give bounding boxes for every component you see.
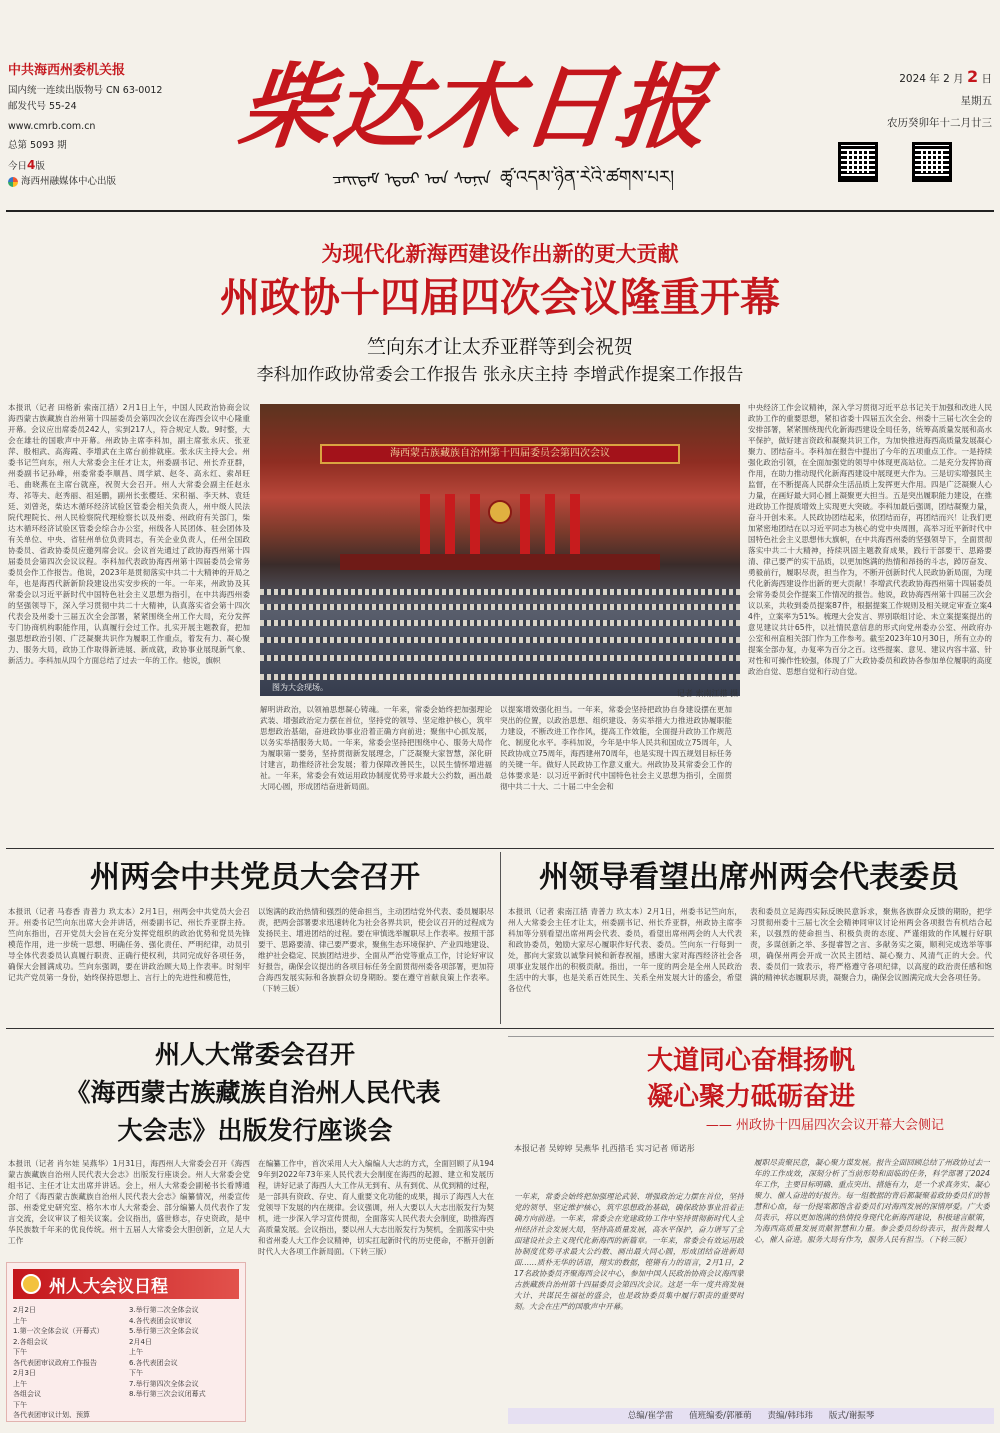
qr-code-1[interactable] — [838, 142, 878, 182]
schedule-item: 上午 — [13, 1379, 27, 1388]
schedule-item: 2.各组会议 — [13, 1337, 48, 1346]
masthead-left-info — [8, 62, 228, 189]
footer-credit: 总编/崔学雷 — [627, 1411, 674, 1421]
conference-photo — [260, 404, 740, 696]
schedule-title-bar — [13, 1269, 239, 1299]
story5-box — [508, 1036, 994, 1428]
date-line: 2024 年 2 月 2 日 — [899, 67, 992, 86]
schedule-item: 各代表团审议计划、预算 — [13, 1411, 90, 1419]
schedule-item: 下午 — [13, 1348, 27, 1356]
lead-column-4: 中央经济工作会议精神，深入学习贯彻习近平总书记关于加强和改进人民政协工作的重要思想，紧扣省委十四届五次全会、州委十三届七次全会的安排部署，紧紧围绕现代化新海西建设全局任务，统筹高质量发展和高水平保护，做好建言资政和凝聚共识工作，为加快推进海西高质量发展凝心聚力、团结奋斗。李科加在报告中提出了今年的五项重点工作。一是持续强化政治引领，在全面加强党的领导中体现更高站位。二是充分发挥协商作用，在助力推动现代化新海西建设中展现更大作为。三是切实增强民主监督，在不断提高人民群众生活品质上发挥更大作用。四是广泛凝聚人心力量，在画好最大同心圆上凝聚更大担当。五是突出履职能力建设，在推进政协工作提质增效上实现更大突破。李科加最后强调，团结凝聚力量，奋斗开创未来。人民政协团结起来，依团结而存，再团结而兴！让我们更加紧密地团结在以习近平同志为核心的党中央周围，高举习近平新时代中国特色社会主义思想伟大旗帜，在中共海西州委的坚强领导下，全面贯彻落实中共二十大精神，持续巩固主题教育成果，践行干部要干、思路要清、律己要严的实干品质，以更加饱满的热情和昂扬的斗志，踔厉奋发、勇毅前行，履职尽责，担当作为，不断开创新时代人民政协新局面，为现代化新海西建设作出新的更大贡献！李增武代表政协海西州第十四届委员会常务委员会作提案工作情况的报告。他说，政协海西州第十四届三次会议以来，共收到委员提案87件，根据提案工作规则及相关规定审查立案44件，立案率为51%。梳理大会发言、界别联组讨论、未立案提案提出的意见建议共计65件，以社情民意信息的形式向党州委办公室、州政府办公室和州直相关部门作为工作参考。截至2023年10月30日，所有立办的提案全部办复，办复率为百分之百。这些提案、意见、建议内容丰富、针对性和可操作性较强，体现了广大政协委员和政协各参加单位履职的高度政治自觉、思想自觉和行动自觉。 — [748, 403, 992, 676]
emblem-icon — [21, 1274, 41, 1294]
mongolian-title: ᠴᠠᠢᠳᠠᠮ ᠡᠳᠦᠷ ᠤᠨ ᠰᠣᠨᠢᠨ — [332, 169, 491, 188]
photo-caption-right: 记者 索南江措 摄 — [676, 689, 738, 698]
media-logo-icon — [8, 177, 18, 187]
vertical-divider — [500, 852, 501, 1024]
story5-column-2: 履职尽责聚民意，凝心聚力谋发展。报告全面回顾总结了州政协过去一年的工作成效，深刻分析了当前形势和面临的任务，科学部署了2024年工作，主要目标明确、重点突出、措施有力，是一个求真务实、凝心聚力、催人奋进的好报告。每一组数据的背后都凝聚着政协委员们的智慧和心血，每一份提案都饱含着委员们对海西发展的深情厚爱。广大委员表示，将以更加饱满的热情投身现代化新海西建设，积极建言献策，为海西高质量发展贡献智慧和力量。参会委员纷纷表示，报告鼓舞人心，催人奋进。服务大局有作为，服务人民有担当。（下转三版） — [754, 1158, 990, 1244]
schedule-item: 7.举行第四次全体会议 — [129, 1379, 199, 1388]
schedule-item: 5.举行第三次全体会议 — [129, 1327, 199, 1335]
lead-column-1: 本报讯（记者 田格新 索南江措）2月1日上午，中国人民政治协商会议海西蒙古族藏族自治州第十四届委员会第四次会议在海西会议中心隆重开幕。会议应出席委员242人，实到217人，符合规定人数。9时整，大会在雄壮的国歌声中开幕。州政协主席李科加，副主席张永庆、张亚萍、殷相武、高海霞、李增武在主席台前排就座。张永庆主持大会。州委书记竺向东，州人大常委会主任才让太，州委副书记、州长乔亚群，州委副书记孙峰，州委常委李顺昌、周学斌、赵冬、高永红、索昂旺毛、曲晓燕在主席台就座，祝贺大会召开。州人大常委会副主任赵永寿、祁等夫、赵秀丽、祖延鹏，副州长张樱廷、宋积福、李天林、袁廷廷、刘曾尧，柴达木循环经济试验区管委会相关负责人，州中级人民法院代理院长、州人民检察院代理检察长以及州委、州政府有关部门，柴达木循环经济试验区管委会综合办公室，州级各人民团体、驻会团体及有关单位、中央、省驻州单位负责同志，有关企业负责人，任州全国政协委员、省政协委员应邀列席会议。会议首先通过了政协海西州第十四届委员会第四次会议议程。李科加代表政协海西州第十四届委员会常务委员会作工作报告。他说，2023年是贯彻落实中共二十大精神的开局之年，也是海西代新新阶段建设出实安步疾的一年。一年来，州政协及其常委会以习近平新时代中国特色社会主义思想为指引，在中共海西州委的坚强领导下，深入学习贯彻中共二十大精神，认真落实省会第十四次代表会及州委十三届五次全会部署，紧紧围绕全州工作大局，充分发挥专门协商机构职能作用，认真履行会过工作。扎实开展主题教育，把加强思想政治引领、广泛凝聚共识作为履职工作重点，着发有力、凝心聚力、服务大局，政协工作取得新进展、新成就，政协事业展现新气象、新活力。李科加从四个方面总结了过去一年的工作。他说，旗帜 — [8, 403, 250, 665]
story5-byline: 本报记者 吴婷婷 吴燕华 扎西措毛 实习记者 师诺彤 — [514, 1144, 695, 1153]
schedule-lists — [7, 1305, 245, 1421]
footer-bar — [508, 1408, 994, 1424]
divider-2 — [6, 1028, 994, 1029]
emblem-icon — [488, 500, 512, 524]
schedule-item: 各组会议 — [13, 1390, 41, 1398]
publisher-row: 海西州融媒体中心出版 — [8, 175, 228, 189]
schedule-item: 2月4日 — [129, 1337, 152, 1346]
story5-column-1: 一年来，常委会始终把加强理论武装、增强政治定力摆在首位，坚持党的领导、坚定维护核心，筑牢思想政治基础，确保政协事业沿着正确方向前进。一年来，常委会在党建政协工作中坚持贯彻新时代人全州经济社会发展大局，坚持高质量发展，高水平保护，奋力谱写了全面建设社会主义现代化新海西的新篇章。一年来，常委会有效运用政协制度优势寻求最大公约数、画出最大同心圆，形成团结奋进新局面……质朴无华的话语，翔实的数据，铿锵有力的语言，2月1日，217名政协委员齐聚海西会议中心，参加中国人民政治协商会议海西蒙古族藏族自治州第十四届委员会第四次会议。这是一年一度共商发展大计、共谋民生福祉的盛会，也是政协委员集中履行职责的重要时刻。大会在庄严的国歌声中开幕。 — [514, 1192, 744, 1311]
schedule-item: 2月2日 — [13, 1306, 36, 1314]
lead-kicker: 为现代化新海西建设作出新的更大贡献 — [321, 241, 679, 266]
schedule-item: 2月3日 — [13, 1369, 36, 1377]
schedule-item: 3.举行第二次全体会议 — [129, 1306, 199, 1314]
lead-column-2: 解明讲政治，以领袖思想凝心铸魂。一年来，常委会始终把加强理论武装、增强政治定力摆在首位，坚持党的领导、坚定维护核心，筑牢思想政治基础，奋进政协事业沿着正确方向前进；聚焦中心抓发展，以务实举措服务大局。一年来，常委会坚持把围绕中心、服务大局作为履职第一要务，坚持贯彻新发展理念，广泛凝聚大家智慧，深化研讨建言，助推经济社会发展；着力保障改善民生，以民生情怀增进福祉。一年来，常委会有效运用政协制度优势寻求最大公约数，画出最大同心圆，形成团结奋进新局面。 — [260, 705, 492, 791]
divider-1 — [6, 848, 994, 849]
schedule-left-list — [13, 1305, 123, 1421]
qr-code-2[interactable] — [912, 142, 952, 182]
schedule-item: 8.举行第三次会议闭幕式 — [129, 1390, 206, 1398]
issue-number: 总第 5093 期 — [8, 140, 67, 151]
lead-subhead-1: 竺向东才让太乔亚群等到会祝贺 — [366, 336, 633, 358]
schedule-item: 上午 — [13, 1316, 27, 1325]
website: www.cmrb.com.cn — [8, 121, 96, 132]
story2-headline: 州两会中共党员大会召开 — [90, 860, 420, 895]
newspaper-title: 柴达木日报 — [234, 53, 716, 161]
story4-column-1: 本报讯（记者 肖尔娃 吴燕华）1月31日，海西州人大常委会召开《海西蒙古族藏族自治州人民代表大会志》出版发行座谈会。州人大常委会党组书记、主任才让太出席并讲话。会上，州人大常委会副秘书长看博通介绍了《海西蒙古族藏族自治州人民代表大会志》编纂情况，州委宣传部、州委党史研究室、格尔木市人大常委会、部分编纂人员代表作了发言交流，会议审议了相关议案。会议指出，盛世修志，存史资政，是中华民族数千年来的优良传统。州十五届人大常委会大胆创新，立足人大工作 — [8, 1159, 250, 1245]
lunar-date: 农历癸卯年十二月廿三 — [887, 117, 992, 129]
schedule-item: 4.各代表团会议审议 — [129, 1316, 192, 1325]
footer-credit: 值班编委/郭雁萌 — [689, 1411, 752, 1421]
story5-headline-1: 大道同心奋楫扬帆 — [646, 1046, 855, 1076]
lead-subhead-2: 李科加作政协常委会工作报告 张永庆主持 李增武作提案工作报告 — [256, 365, 744, 385]
schedule-title: 州人大会议日程 — [49, 1276, 168, 1297]
weekday: 星期五 — [960, 95, 992, 107]
footer-credit: 责编/韩玮玮 — [767, 1411, 813, 1421]
story3-headline: 州领导看望出席州两会代表委员 — [539, 860, 959, 895]
story4-headline-1: 州人大常委会召开 — [154, 1040, 355, 1069]
story5-subhead: —— 州政协十四届四次会议开幕大会侧记 — [705, 1118, 944, 1133]
story2-column-2: 以饱满的政治热情和强烈的使命担当，主动团结党外代表、委员履职尽责，把两会部署要求迅速转化为社会各界共识，使会议召开的过程成为发扬民主、增进团结的过程。要在审慎选举履职尽上作表率。按照干部要干、思路要清、律己要严要求，聚焦生态环境保护、产业四地建设、维护社会稳定、民族团结进步、全面从严治党等重点工作，讨论好审议好报告，确保会议提出的各项目标任务全面贯彻州委各项部署，更加符合海西发展实际和各族群众切身期盼。要在遵守首献良策上作表率。（下转三版） — [258, 907, 494, 993]
photo-caption-left: 图为大会现场。 — [272, 683, 328, 692]
schedule-right-list — [129, 1305, 239, 1421]
footer-credit: 版式/谢振琴 — [828, 1411, 875, 1421]
masthead-date — [850, 66, 992, 134]
tibetan-title: ཚྭ་འདམ་ཉིན་རེའི་ཚགས་པར། — [500, 167, 675, 188]
story4-column-2: 在编纂工作中，首次采用人大入编编人大志的方式，全面回顾了从1949年到2022年73年来人民代表大会制度在海西的起源、建立和发展历程，讲好记录了海西人大工作从无到有、从有到优、从优到精的过程，是一部具有资政、存史、育人重要文化功能的成果，揭示了海西人大在党领导下发展的内在规律。会议强调，州人大要以人大志出版发行为契机，进一步深入学习宣传贯彻，全面落实人民代表大会制度，助推海西高质量发展。会议指出，要以州人大志出版发行为契机，全面落实中央和省州委人大工作会议精神，切实扛起新时代的历史使命，不断开创新时代人大各项工作新局面。（下转三版） — [258, 1159, 494, 1256]
masthead-divider — [6, 210, 994, 212]
schedule-item: 下午 — [129, 1369, 143, 1377]
org-name: 中共海西州委机关报 — [8, 63, 126, 78]
schedule-item: 下午 — [13, 1400, 27, 1409]
schedule-box — [6, 1262, 246, 1422]
story5-headline-2: 凝心聚力砥砺奋进 — [646, 1082, 855, 1112]
schedule-item: 各代表团审议政府工作报告 — [13, 1358, 97, 1367]
story3-column-2: 表和委员立足海西实际反映民意诉求，聚焦各族群众反馈的期盼，把学习贯彻州委十三届七次全会精神同审议讨论州两会各项报告有机结合起来，以强烈的使命担当、积极负责的态度、严谨细致的作风履行好职责，多谋创新之举、多提睿智之言、多献务实之策，顺利完成选举等事项，确保州两会开成一次民主团结、凝心聚力、风清气正的大会。代表、委员们一致表示，将严格遵守各项纪律，以高度的政治责任感和饱满的精神状态履职尽责，凝聚合力，确保会议圆满完成大会各项任务。 — [750, 907, 992, 982]
pages-today: 今日4版 — [8, 158, 45, 172]
lead-headline: 州政协十四届四次会议隆重开幕 — [220, 274, 780, 321]
photo-banner: 海西蒙古族藏族自治州第十四届委员会第四次会议 — [320, 444, 680, 464]
schedule-item: 1.第一次全体会议（开幕式） — [13, 1327, 104, 1335]
pages-count: 4 — [27, 158, 36, 172]
story2-column-1: 本报讯（记者 马春香 青普力 玖太本）2月1日，州两会中共党员大会召开。州委书记竺向东出席大会并讲话，州委副书记、州长乔亚群主持。竺向东指出，召开党员大会旨在充分发挥党组织的政治优势和党员先锋模范作用，进一步统一思想、明确任务、强化责任、严明纪律，动员引导全体代表委员认真履行职责、正确行使权利，共同完成好各项任务，确保大会圆满成功。竺向东强调，要在讲政治顾大局上作表率。时刻牢记共产党员第一身份，始终保持思想上、言行上的先进性和模范性， — [8, 907, 250, 982]
story4-headline-3: 大会志》出版发行座谈会 — [117, 1116, 393, 1145]
lead-column-3: 以提案增效强化担当。一年来，常委会坚持把政协自身建设摆在更加突出的位置，以政治思想、组织建设、务实举措大力推进政协履职能力建设，不断改进工作作风，提高工作效能，全面提升政协工作规范化、制度化水平。李科加说，今年是中华人民共和国成立75周年，人民政协成立75周年，海西建州70周年，也是实现十四五规划目标任务的关键一年。做好人民政协工作意义重大。州政协及其常委会工作的总体要求是：以习近平新时代中国特色社会主义思想为指引，全面贯彻中共二十大、二十届二中全会和 — [500, 705, 732, 791]
story3-column-1: 本报讯（记者 索南江措 青普力 玖太本）2月1日，州委书记竺向东，州人大常委会主任才让太，州委副书记、州长乔亚群，州政协主席李科加等分别看望出席州两会代表、委员，看望出席州两会的人大代表和政协委员，勉励大家尽心履职作好代表、委员。竺向东一行每到一处，都向大家致以诚挚问候和新春祝福，感谢大家对海西经济社会各项事业发展作出的积极贡献。指出，一年一度的两会是全州人民政治生活中的大事，也是关系百姓民生、关系全州发展大计的盛会，希望各位代 — [508, 907, 742, 993]
issn: 国内统一连续出版物号 CN 63-0012 — [8, 85, 163, 96]
story4-headline-2: 《海西蒙古族藏族自治州人民代表 — [65, 1078, 441, 1107]
schedule-item: 上午 — [129, 1348, 143, 1356]
schedule-item: 6.各代表团会议 — [129, 1358, 178, 1367]
post-code: 邮发代号 55-24 — [8, 101, 77, 112]
